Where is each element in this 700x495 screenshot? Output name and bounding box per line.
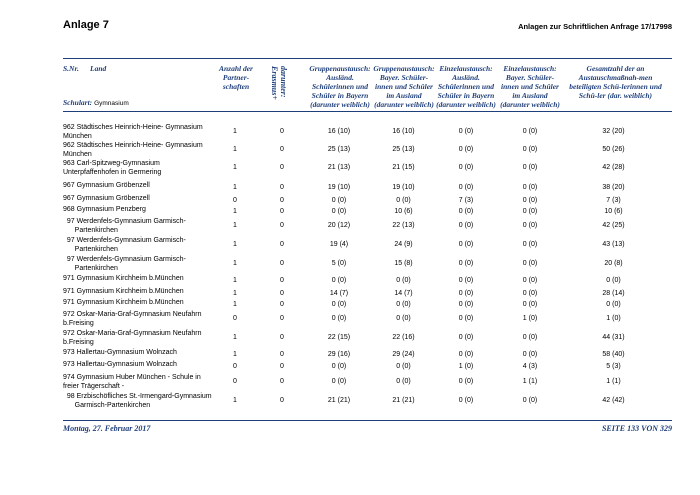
group-foreign-in-bavaria: 0 (0) [331, 301, 347, 308]
partnerships-count: 1 [233, 146, 237, 153]
total-participants: 0 (0) [606, 277, 621, 284]
individual-foreign-in-bavaria: 0 (0) [458, 397, 474, 404]
individual-foreign-in-bavaria: 0 (0) [458, 208, 474, 215]
individual-foreign-in-bavaria: 0 (0) [458, 222, 474, 229]
group-foreign-in-bavaria: 0 (0) [331, 197, 347, 204]
group-foreign-in-bavaria: 16 (10) [327, 128, 351, 135]
group-bavarian-abroad: 21 (15) [392, 164, 415, 171]
group-bavarian-abroad: 15 (8) [394, 260, 413, 267]
total-participants: 58 (40) [602, 351, 625, 358]
group-foreign-in-bavaria: 20 (12) [327, 222, 351, 229]
partnerships-count: 1 [233, 277, 237, 284]
group-foreign-in-bavaria: 19 (10) [327, 184, 351, 191]
header-einzel-bayer: Einzelaustausch: Bayer. Schüler-innen und Schüler im Ausland (darunter weiblich) [500, 64, 560, 109]
erasmus-count: 0 [280, 146, 284, 153]
group-bavarian-abroad: 14 (7) [394, 290, 413, 297]
group-bavarian-abroad: 24 (9) [394, 241, 413, 248]
partnerships-count: 1 [233, 208, 237, 215]
header-top-rule [63, 58, 672, 59]
group-foreign-in-bavaria: 19 (4) [329, 241, 349, 248]
individual-foreign-in-bavaria: 0 (0) [458, 378, 474, 385]
header-gruppen-ausland: Gruppenaustausch: Ausländ. Schülerinnen und Schüler in Bayern (darunter weiblich) [309, 64, 371, 109]
school-name: 974 Gymnasium Huber München - Schule in freier Trägerschaft - [63, 374, 201, 390]
footer-rule [63, 420, 672, 421]
group-bavarian-abroad: 0 (0) [396, 315, 411, 322]
group-foreign-in-bavaria: 21 (21) [327, 397, 351, 404]
page-subtitle: Anlagen zur Schriftlichen Anfrage 17/17998 [518, 22, 672, 31]
individual-bavarian-abroad: 0 (0) [522, 197, 538, 204]
group-foreign-in-bavaria: 0 (0) [331, 363, 347, 370]
erasmus-count: 0 [280, 315, 284, 322]
erasmus-count: 0 [280, 164, 284, 171]
individual-bavarian-abroad: 0 (0) [522, 397, 538, 404]
individual-foreign-in-bavaria: 0 (0) [458, 164, 474, 171]
individual-bavarian-abroad: 1 (0) [522, 315, 538, 322]
group-bavarian-abroad: 0 (0) [396, 301, 411, 308]
erasmus-count: 0 [280, 184, 284, 191]
total-participants: 1 (1) [606, 378, 621, 385]
school-name: 963 Carl-Spitzweg-Gymnasium Unterpfaffenhofen in Germering [63, 160, 162, 176]
total-participants: 0 (0) [606, 301, 621, 308]
individual-bavarian-abroad: 0 (0) [522, 334, 538, 341]
erasmus-count: 0 [280, 128, 284, 135]
total-participants: 32 (20) [602, 128, 625, 135]
group-bavarian-abroad: 16 (10) [392, 128, 415, 135]
erasmus-count: 0 [280, 277, 284, 284]
total-participants: 42 (42) [602, 397, 625, 404]
school-name: 968 Gymnasium Penzberg [63, 206, 146, 213]
group-foreign-in-bavaria: 22 (15) [327, 334, 351, 341]
footer-date: Montag, 27. Februar 2017 [63, 424, 151, 433]
school-name: 98 Erzbischöfliches St.-Irmengard-Gymnasium Garmisch-Partenkirchen [66, 393, 212, 409]
individual-bavarian-abroad: 0 (0) [522, 128, 538, 135]
individual-bavarian-abroad: 0 (0) [522, 146, 538, 153]
individual-foreign-in-bavaria: 0 (0) [458, 334, 474, 341]
partnerships-count: 0 [233, 378, 237, 385]
partnerships-count: 1 [233, 164, 237, 171]
school-name: 972 Oskar-Maria-Graf-Gymnasium Neufahrn b.Freising [63, 311, 202, 327]
group-foreign-in-bavaria: 29 (16) [327, 351, 351, 358]
individual-bavarian-abroad: 0 (0) [522, 222, 538, 229]
header-gesamt: Gesamtzahl der an Austauschmaßnah-men beteiligten Schü-lerinnen und Schü-ler (dar. weiblich) [569, 64, 662, 100]
school-name: 962 Städtisches Heinrich-Heine- Gymnasium München [63, 142, 203, 158]
total-participants: 7 (3) [606, 197, 621, 204]
individual-bavarian-abroad: 0 (0) [522, 241, 538, 248]
individual-bavarian-abroad: 0 (0) [522, 277, 538, 284]
school-name: 962 Städtisches Heinrich-Heine- Gymnasium München [63, 124, 203, 140]
partnerships-count: 1 [233, 301, 237, 308]
header-schulart-value: Gymnasium [94, 100, 129, 107]
group-foreign-in-bavaria: 0 (0) [331, 277, 347, 284]
erasmus-count: 0 [280, 260, 284, 267]
group-bavarian-abroad: 0 (0) [396, 363, 411, 370]
header-gruppen-bayer: Gruppenaustausch: Bayer. Schüler-innen und Schüler im Ausland (darunter weiblich) [373, 64, 435, 109]
school-name: 971 Gymnasium Kirchheim b.München [63, 299, 184, 306]
group-bavarian-abroad: 22 (13) [392, 222, 415, 229]
total-participants: 1 (0) [606, 315, 621, 322]
individual-foreign-in-bavaria: 0 (0) [458, 277, 474, 284]
group-bavarian-abroad: 21 (21) [392, 397, 415, 404]
group-foreign-in-bavaria: 14 (7) [329, 290, 349, 297]
total-participants: 10 (6) [604, 208, 623, 215]
individual-foreign-in-bavaria: 0 (0) [458, 315, 474, 322]
individual-foreign-in-bavaria: 0 (0) [458, 290, 474, 297]
individual-foreign-in-bavaria: 0 (0) [458, 146, 474, 153]
individual-foreign-in-bavaria: 0 (0) [458, 351, 474, 358]
partnerships-count: 1 [233, 241, 237, 248]
partnerships-count: 1 [233, 397, 237, 404]
school-name: 967 Gymnasium Gröbenzell [63, 195, 150, 202]
individual-foreign-in-bavaria: 0 (0) [458, 301, 474, 308]
partnerships-count: 0 [233, 315, 237, 322]
school-name: 971 Gymnasium Kirchheim b.München [63, 288, 184, 295]
individual-bavarian-abroad: 0 (0) [522, 184, 538, 191]
school-name: 97 Werdenfels-Gymnasium Garmisch- Partenkirchen [66, 218, 186, 234]
header-schulart [63, 98, 129, 108]
partnerships-count: 1 [233, 351, 237, 358]
school-name: 973 Hallertau-Gymnasium Wolnzach [63, 349, 177, 356]
header-land: Land [90, 64, 107, 73]
partnerships-count: 1 [233, 260, 237, 267]
erasmus-count: 0 [280, 397, 284, 404]
partnerships-count: 1 [233, 290, 237, 297]
group-foreign-in-bavaria: 25 (13) [327, 146, 351, 153]
group-foreign-in-bavaria: 21 (13) [327, 164, 351, 171]
partnerships-count: 0 [233, 363, 237, 370]
total-participants: 42 (25) [602, 222, 625, 229]
total-participants: 44 (31) [602, 334, 625, 341]
footer-page-number: SEITE 133 VON 329 [601, 424, 672, 433]
individual-foreign-in-bavaria: 1 (0) [458, 363, 474, 370]
partnerships-count: 1 [233, 334, 237, 341]
group-foreign-in-bavaria: 5 (0) [331, 260, 347, 267]
individual-foreign-in-bavaria: 7 (3) [458, 197, 474, 204]
erasmus-count: 0 [280, 334, 284, 341]
header-schulart-label: Schulart: [63, 98, 93, 107]
erasmus-count: 0 [280, 290, 284, 297]
erasmus-count: 0 [280, 351, 284, 358]
partnerships-count: 1 [233, 184, 237, 191]
erasmus-count: 0 [280, 241, 284, 248]
header-darunter-erasmus: darunter: Erasmus+ [270, 66, 288, 100]
group-bavarian-abroad: 0 (0) [396, 277, 411, 284]
group-bavarian-abroad: 0 (0) [396, 197, 411, 204]
group-bavarian-abroad: 0 (0) [396, 378, 411, 385]
individual-bavarian-abroad: 0 (0) [522, 290, 538, 297]
individual-bavarian-abroad: 0 (0) [522, 208, 538, 215]
school-name: 972 Oskar-Maria-Graf-Gymnasium Neufahrn b.Freising [63, 330, 202, 346]
page-anlage-label: Anlage 7 [63, 19, 109, 31]
total-participants: 42 (28) [602, 164, 625, 171]
header-bottom-rule [63, 111, 672, 112]
individual-bavarian-abroad: 1 (1) [522, 378, 538, 385]
individual-foreign-in-bavaria: 0 (0) [458, 241, 474, 248]
individual-foreign-in-bavaria: 0 (0) [458, 128, 474, 135]
individual-foreign-in-bavaria: 0 (0) [458, 184, 474, 191]
total-participants: 28 (14) [602, 290, 625, 297]
group-foreign-in-bavaria: 0 (0) [331, 315, 347, 322]
individual-bavarian-abroad: 4 (3) [522, 363, 538, 370]
erasmus-count: 0 [280, 222, 284, 229]
erasmus-count: 0 [280, 208, 284, 215]
partnerships-count: 1 [233, 128, 237, 135]
erasmus-count: 0 [280, 301, 284, 308]
individual-bavarian-abroad: 0 (0) [522, 164, 538, 171]
erasmus-count: 0 [280, 378, 284, 385]
individual-bavarian-abroad: 0 (0) [522, 351, 538, 358]
total-participants: 38 (20) [602, 184, 625, 191]
school-name: 971 Gymnasium Kirchheim b.München [63, 275, 184, 282]
header-anzahl: Anzahl der Partner-schaften [219, 64, 253, 91]
total-participants: 43 (13) [602, 241, 625, 248]
erasmus-count: 0 [280, 197, 284, 204]
group-foreign-in-bavaria: 0 (0) [331, 208, 347, 215]
header-einzel-ausland: Einzelaustausch: Ausländ. Schülerinnen und Schüler in Bayern (darunter weiblich) [436, 64, 496, 109]
group-bavarian-abroad: 25 (13) [392, 146, 415, 153]
partnerships-count: 0 [233, 197, 237, 204]
group-bavarian-abroad: 22 (16) [392, 334, 415, 341]
individual-foreign-in-bavaria: 0 (0) [458, 260, 474, 267]
group-bavarian-abroad: 29 (24) [392, 351, 415, 358]
school-name: 973 Hallertau-Gymnasium Wolnzach [63, 361, 177, 368]
school-name: 97 Werdenfels-Gymnasium Garmisch- Partenkirchen [66, 256, 186, 272]
erasmus-count: 0 [280, 363, 284, 370]
total-participants: 5 (3) [606, 363, 621, 370]
school-name: 967 Gymnasium Gröbenzell [63, 182, 150, 189]
school-name: 97 Werdenfels-Gymnasium Garmisch- Partenkirchen [66, 237, 186, 253]
individual-bavarian-abroad: 0 (0) [522, 301, 538, 308]
header-snr: S.Nr. [63, 64, 79, 73]
individual-bavarian-abroad: 0 (0) [522, 260, 538, 267]
partnerships-count: 1 [233, 222, 237, 229]
total-participants: 20 (8) [604, 260, 623, 267]
group-bavarian-abroad: 10 (6) [394, 208, 413, 215]
group-bavarian-abroad: 19 (10) [392, 184, 415, 191]
total-participants: 50 (26) [602, 146, 625, 153]
group-foreign-in-bavaria: 0 (0) [331, 378, 347, 385]
